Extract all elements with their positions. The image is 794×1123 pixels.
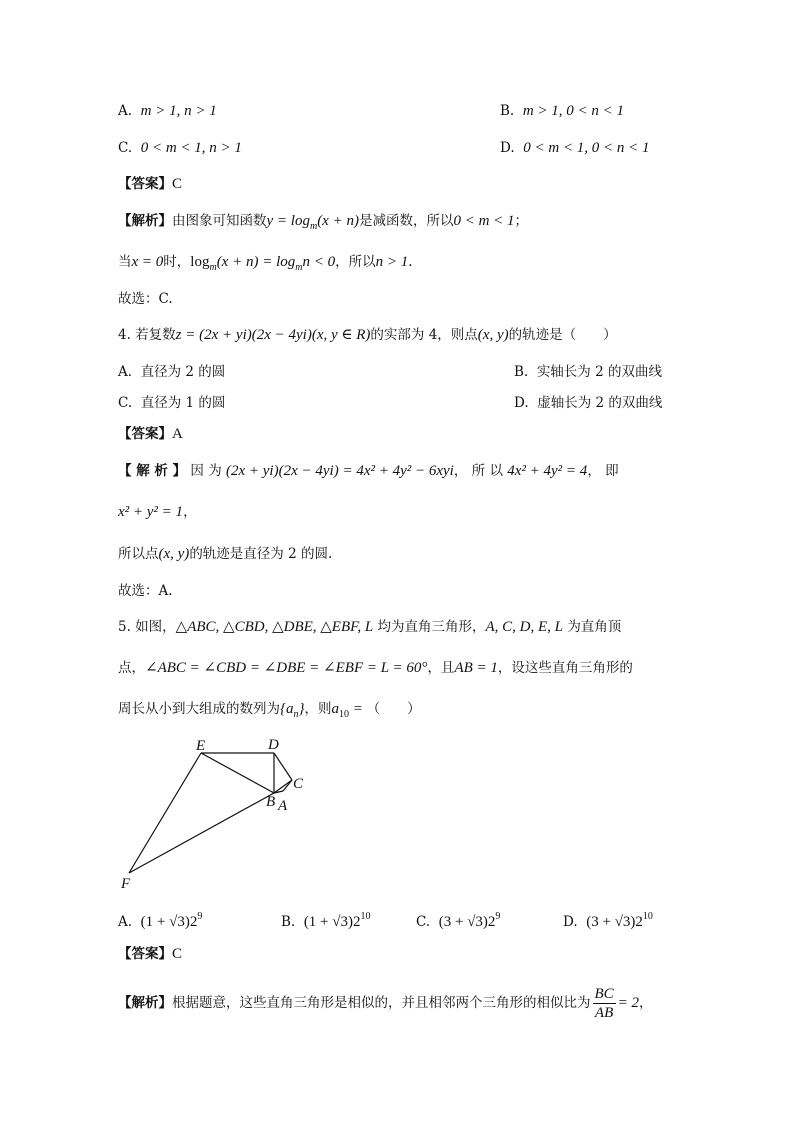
label-b: B — [266, 794, 276, 810]
segment-fb — [129, 793, 274, 873]
q5-stem-line2: 点，∠ABC = ∠CBD = ∠DBE = ∠EBF = L = 60°，且AB = 1，设这些直角三角形的 — [118, 660, 633, 676]
q4-conclusion: 故选：A. — [118, 583, 173, 599]
q5-stem-line1: 5. 如图，△ABC, △CBD, △DBE, △EBF, L 均为直角三角形，A, C, D, E, L 为直角顶 — [118, 619, 622, 635]
label-c: C — [293, 776, 304, 792]
q5-figure-lines — [129, 753, 292, 873]
q3-analysis-line2: 当x = 0时，$\log_m(x + n) = \log_mn < 0$，所以n > 1. — [118, 254, 413, 273]
q5-option-d: D. $(3 + √3)2^{10}$ — [563, 911, 653, 930]
q5-figure — [110, 730, 310, 895]
segment-dc — [274, 753, 292, 780]
q4-option-a: A. 直径为 2 的圆 — [118, 364, 226, 380]
q4-analysis-line1: 【 解 析 】 因 为 (2x + yi)(2x − 4yi) = 4x² + 4y² − 6xyi， 所 以 4x² + 4y² = 4， 即 — [118, 463, 619, 479]
label-d: D — [268, 737, 279, 753]
q4-option-b: B. 实轴长为 2 的双曲线 — [514, 364, 662, 380]
label-f: F — [121, 876, 131, 892]
segment-fe — [129, 753, 201, 873]
segment-eb — [201, 753, 274, 793]
q4-stem: 4. 若复数z = (2x + yi)(2x − 4yi)(x, y ∈ R)的实部为 4，则点(x, y)的轨迹是（ ） — [118, 327, 617, 343]
q4-answer: 【答案】A — [118, 426, 183, 442]
q5-option-b: B. $(1 + √3)2^{10}$ — [281, 911, 371, 930]
q5-answer: 【答案】C — [118, 946, 183, 962]
q3-answer: 【答案】C — [118, 176, 183, 192]
q5-option-c: C. $(3 + √3)2^9$ — [416, 911, 501, 930]
q4-analysis-line3: 所以点(x, y)的轨迹是直径为 2 的圆. — [118, 546, 333, 562]
q3-option-d: D. 0 < m < 1, 0 < n < 1 — [500, 140, 650, 156]
q5-analysis: 【解析】根据题意，这些直角三角形是相似的，并且相邻两个三角形的相似比为 $\frac{BC}{AB}$ = 2， — [118, 986, 653, 1021]
ratio-fraction: $\frac{BC}{AB}$ — [594, 986, 614, 1021]
q4-analysis-line2: x² + y² = 1， — [118, 504, 197, 520]
q3-option-b: B. m > 1, 0 < n < 1 — [500, 103, 625, 119]
label-e: E — [196, 738, 206, 754]
q3-analysis-line1: 【解析】由图象可知函数$y = \log_m(x + n)$是减函数，所以0 < m < 1； — [118, 213, 529, 232]
q5-option-a: A. $(1 + √3)2^9$ — [118, 911, 203, 930]
label-a: A — [278, 798, 288, 814]
q3-conclusion: 故选：C. — [118, 291, 173, 307]
q4-option-d: D. 虚轴长为 2 的双曲线 — [514, 395, 663, 411]
q3-option-c: C. 0 < m < 1, n > 1 — [118, 140, 242, 156]
q3-option-a: A. m > 1, n > 1 — [118, 103, 217, 119]
q5-stem-line3: 周长从小到大组成的数列为$\{a_n\}$，则$a_{10}$ = （ ） — [118, 701, 421, 720]
q4-option-c: C. 直径为 1 的圆 — [118, 395, 226, 411]
